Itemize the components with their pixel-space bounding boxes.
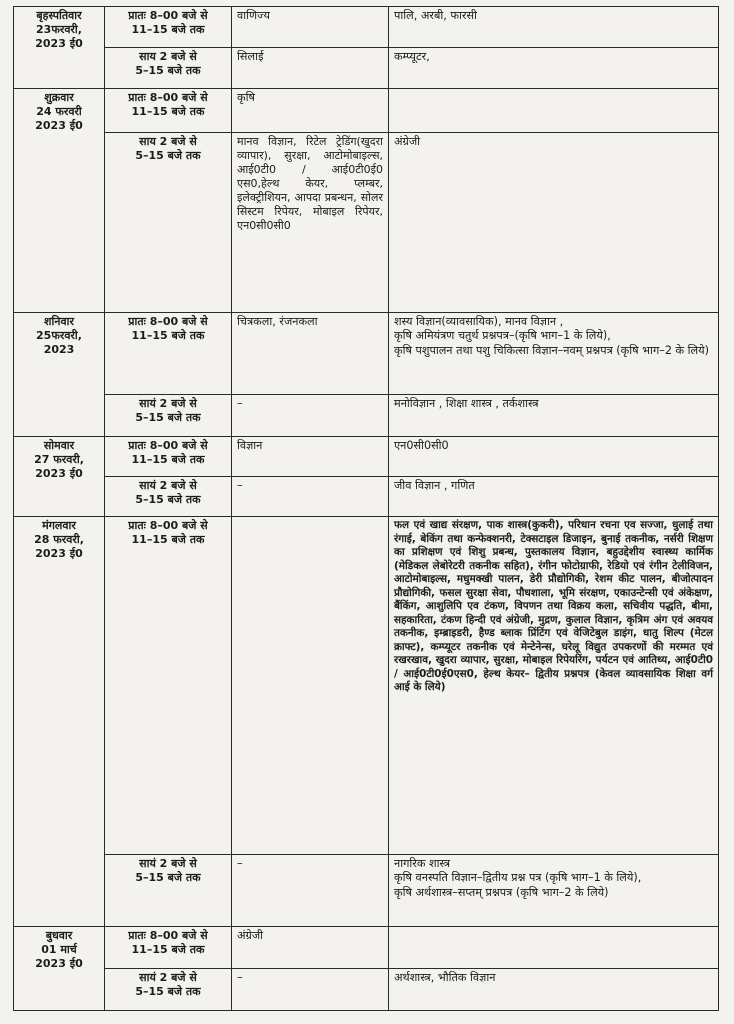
subject-cell: – bbox=[232, 969, 389, 1011]
subject-cell: फल एवं खाद्य संरक्षण, पाक शास्त्र(कुकरी), परिधान रचना एव सज्जा, धुलाई तथा रंगाई, बेकिंग तथा कन्फेक्शनरी, टेक्सटाइल डिजाइन, बुनाई तकनीक, नर्सरी शिक्षण का प्रशिक्षण एवं शिशु प्रबन्ध, पुस्तकालय विज्ञान, बहुउद्देशीय स्वास्थ्य कार्मिक (मेडिकल लेबोरेटरी तकनीक सहित), रंगीन फोटोग्राफी, रेडियो एवं रंगीन टेलीविजन, आटोमोबाइल्स, मधुमक्खी पालन, डेरी प्रौद्योगिकी, रेशम कीट पालन, बीजोत्पादन प्रौद्योगिकी, फसल सुरक्षा सेवा, पौधशाला, भूमि संरक्षण, एकाउन्टेन्सी एवं अंकेक्षण, बैंकिंग, आशुलिपि एव टंकण, विपणन तथा विक्रय कला, सचिवीय पद्धति, बीमा, सहकारिता, टंकण हिन्दी एवं अंग्रेजी, मुद्रण, कुलाल विज्ञान, कृत्रिम अंग एवं अवयव तकनीक, इम्ब्राइडरी, हैण्ड ब्लाक प्रिंटिंग एवं वेजिटेबुल डाइंग, धातु शिल्प (मेटल क्राफ्ट), कम्प्यूटर तकनीक एवं मेन्टेनेन्स, घरेलू विद्युत उपकरणों की मरम्मत एवं रखरखाव, खुदरा व्यापार, सुरक्षा, मोबाइल रिपेयरिंग, पर्यटन एवं आतिथ्य, आई0टी0 / आई0टी0ई0एस0, हेल्थ केयर– द्वितीय प्रश्नपत्र (केवल व्यावसायिक शिक्षा वर्ग आई के लिये) bbox=[389, 517, 719, 855]
time-cell: सायं 2 बजे से 5–15 बजे तक bbox=[105, 969, 232, 1011]
day-cell: शनिवार 25फरवरी, 2023 bbox=[14, 313, 105, 437]
table-row bbox=[14, 133, 719, 313]
time-cell: प्रातः 8–00 बजे से 11–15 बजे तक bbox=[105, 313, 232, 395]
table-row bbox=[14, 855, 719, 927]
time-cell: सायं 2 बजे से 5–15 बजे तक bbox=[105, 395, 232, 437]
time-cell: साय 2 बजे से 5–15 बजे तक bbox=[105, 48, 232, 89]
subject-cell: – bbox=[232, 477, 389, 517]
day-cell: मंगलवार 28 फरवरी, 2023 ई0 bbox=[14, 517, 105, 927]
time-cell: सायं 2 बजे से 5–15 बजे तक bbox=[105, 477, 232, 517]
subject-cell: कृषि bbox=[232, 89, 389, 133]
subject-cell: अंग्रेजी bbox=[389, 133, 719, 313]
day-cell: शुक्रवार 24 फरवरी 2023 ई0 bbox=[14, 89, 105, 313]
time-cell: साय 2 बजे से 5–15 बजे तक bbox=[105, 133, 232, 313]
table-row bbox=[14, 89, 719, 133]
time-cell: सायं 2 बजे से 5–15 बजे तक bbox=[105, 855, 232, 927]
subject-cell: अर्थशास्त्र, भौतिक विज्ञान bbox=[389, 969, 719, 1011]
time-cell: प्रातः 8–00 बजे से 11–15 बजे तक bbox=[105, 517, 232, 855]
table-row bbox=[14, 395, 719, 437]
exam-schedule-table bbox=[13, 6, 719, 1011]
time-cell: प्रातः 8–00 बजे से 11–15 बजे तक bbox=[105, 927, 232, 969]
subject-cell: कम्प्यूटर, bbox=[389, 48, 719, 89]
day-cell: बृहस्पतिवार 23फरवरी, 2023 ई0 bbox=[14, 7, 105, 89]
time-cell: प्रातः 8–00 बजे से 11–15 बजे तक bbox=[105, 437, 232, 477]
table-row bbox=[14, 437, 719, 477]
exam-schedule-sheet bbox=[13, 6, 719, 1011]
time-cell: प्रातः 8–00 बजे से 11–15 बजे तक bbox=[105, 89, 232, 133]
day-cell: सोमवार 27 फरवरी, 2023 ई0 bbox=[14, 437, 105, 517]
subject-cell: मनोविज्ञान , शिक्षा शास्त्र , तर्कशास्त्र bbox=[389, 395, 719, 437]
subject-cell bbox=[389, 89, 719, 133]
subject-cell: एन0सी0सी0 bbox=[389, 437, 719, 477]
subject-cell bbox=[232, 517, 389, 855]
time-cell: प्रातः 8–00 बजे से 11–15 बजे तक bbox=[105, 7, 232, 48]
subject-cell: नागरिक शास्त्र कृषि वनस्पति विज्ञान–द्वितीय प्रश्न पत्र (कृषि भाग–1 के लिये), कृषि अर्थशास्त्र–सप्तम् प्रश्नपत्र (कृषि भाग–2 के लिये) bbox=[389, 855, 719, 927]
subject-cell: शस्य विज्ञान(व्यावसायिक), मानव विज्ञान , कृषि अमियंत्रण चतुर्थ प्रश्नपत्र–(कृषि भाग–1 के लिये), कृषि पशुपालन तथा पशु चिकित्सा विज्ञान–नवम् प्रश्नपत्र (कृषि भाग–2 के लिये) bbox=[389, 313, 719, 395]
subject-cell: – bbox=[232, 395, 389, 437]
table-row bbox=[14, 477, 719, 517]
subject-cell: चित्रकला, रंजनकला bbox=[232, 313, 389, 395]
table-row bbox=[14, 313, 719, 395]
subject-cell: सिलाई bbox=[232, 48, 389, 89]
table-row bbox=[14, 517, 719, 855]
subject-cell: विज्ञान bbox=[232, 437, 389, 477]
subject-cell: अंग्रेजी bbox=[232, 927, 389, 969]
table-row bbox=[14, 969, 719, 1011]
table-row bbox=[14, 927, 719, 969]
table-row bbox=[14, 48, 719, 89]
subject-cell: जीव विज्ञान , गणित bbox=[389, 477, 719, 517]
table-row bbox=[14, 7, 719, 48]
subject-cell: मानव विज्ञान, रिटेल ट्रेडिंग(खुदरा व्यापार), सुरक्षा, आटोमोबाइल्स, आई0टी0 / आई0टी0ई0 एस0,हेल्थ केयर, प्लम्बर, इलेक्ट्रीशियन, आपदा प्रबन्धन, सोलर सिस्टम रिपेयर, मोबाइल रिपेयर, एन0सी0सी0 bbox=[232, 133, 389, 313]
subject-cell bbox=[389, 927, 719, 969]
subject-cell: – bbox=[232, 855, 389, 927]
day-cell: बुधवार 01 मार्च 2023 ई0 bbox=[14, 927, 105, 1011]
subject-cell: पालि, अरबी, फारसी bbox=[389, 7, 719, 48]
subject-cell: वाणिज्य bbox=[232, 7, 389, 48]
